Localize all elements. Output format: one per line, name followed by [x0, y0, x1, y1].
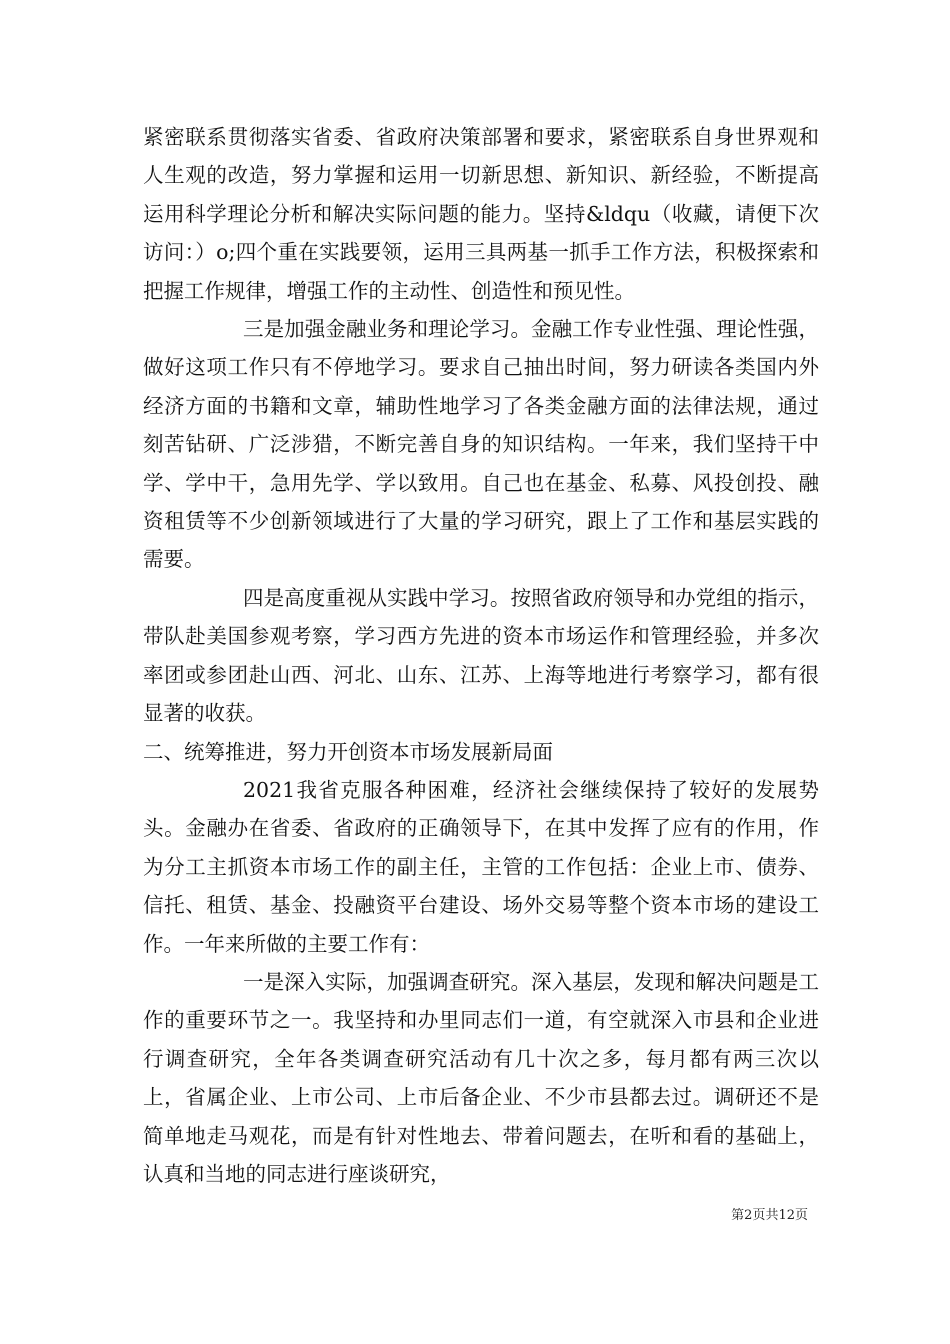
section-heading: 二、统筹推进，努力开创资本市场发展新局面 — [143, 739, 553, 764]
paragraph-four: 四是高度重视从实践中学习。按照省政府领导和办党组的指示，带队赴美国参观考察，学习西方先进的资本市场运作和管理经验，并多次率团或参团赴山西、河北、山东、江苏、上海等地进行考察学习，都有很显著的收获。 — [143, 585, 819, 726]
paragraph-three: 三是加强金融业务和理论学习。金融工作专业性强、理论性强，做好这项工作只有不停地学习。要求自己抽出时间，努力研读各类国内外经济方面的书籍和文章，辅助性地学习了各类金融方面的法律法规，通过刻苦钻研、广泛涉猎，不断完善自身的知识结构。一年来，我们坚持干中学、学中干，急用先学、学以致用。自己也在基金、私募、风投创投、融资租赁等不少创新领域进行了大量的学习研究，跟上了工作和基层实践的需要。 — [143, 317, 819, 572]
body-text — [143, 118, 819, 1193]
paragraph-one: 一是深入实际，加强调查研究。深入基层，发现和解决问题是工作的重要环节之一。我坚持和办里同志们一道，有空就深入市县和企业进行调查研究，全年各类调查研究活动有几十次之多，每月都有两三次以上，省属企业、上市公司、上市后备企业、不少市县都去过。调研还不是简单地走马观花，而是有针对性地去、带着问题去，在听和看的基础上，认真和当地的同志进行座谈研究， — [143, 969, 819, 1186]
paragraph-continued: 紧密联系贯彻落实省委、省政府决策部署和要求，紧密联系自身世界观和人生观的改造，努力掌握和运用一切新思想、新知识、新经验，不断提高运用科学理论分析和解决实际问题的能力。坚持&ldqu（收藏，请便下次访问：）o;四个重在实践要领，运用三具两基一抓手工作方法，积极探索和把握工作规律，增强工作的主动性、创造性和预见性。 — [143, 125, 819, 303]
page-number-footer: 第2页共12页 — [731, 1208, 808, 1223]
paragraph-overview: 2021我省克服各种困难，经济社会继续保持了较好的发展势头。金融办在省委、省政府的正确领导下，在其中发挥了应有的作用，作为分工主抓资本市场工作的副主任，主管的工作包括：企业上市、债券、信托、租赁、基金、投融资平台建设、场外交易等整个资本市场的建设工作。一年来所做的主要工作有： — [143, 777, 819, 956]
